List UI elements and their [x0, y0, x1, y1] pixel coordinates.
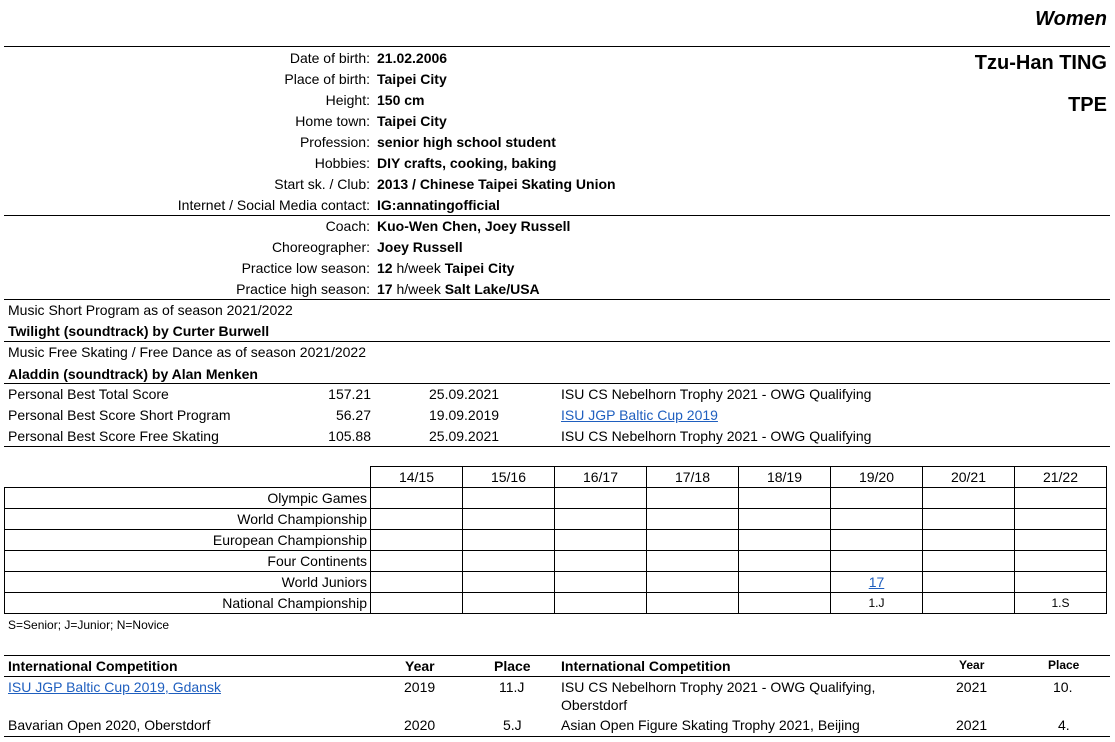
practice-high-hours: 17: [377, 281, 393, 297]
pb-date: 25.09.2021: [429, 428, 500, 444]
season-header: 21/22: [1015, 467, 1107, 488]
bio-value: Taipei City: [377, 113, 447, 129]
result-cell: [1015, 488, 1107, 509]
result-cell: [739, 488, 831, 509]
choreographer-value: Joey Russell: [377, 239, 463, 255]
championship-label: World Championship: [5, 509, 371, 530]
championship-label: World Juniors: [5, 572, 371, 593]
practice-high-place: Salt Lake/USA: [444, 281, 540, 297]
place-header-left: Place: [494, 658, 531, 674]
practice-low-hours: 12: [377, 260, 393, 276]
competition-place: 5.J: [503, 717, 522, 733]
result-cell: [923, 530, 1015, 551]
competition-year: 2021: [956, 717, 988, 733]
bio-value: 150 cm: [377, 92, 425, 108]
pb-score: 157.21: [328, 386, 371, 402]
bio-value: 2013 / Chinese Taipei Skating Union: [377, 176, 616, 192]
coach-value: Kuo-Wen Chen, Joey Russell: [377, 218, 571, 234]
practice-high-label: Practice high season:: [236, 281, 370, 297]
category-label: Women: [1035, 8, 1107, 30]
bio-divider: [4, 215, 1110, 216]
result-cell: [463, 551, 555, 572]
music-short-title: Twilight (soundtrack) by Curter Burwell: [8, 323, 270, 339]
competitions-header-divider: [4, 676, 1110, 677]
competition-place: 4.: [1058, 717, 1070, 733]
championship-history-table: [4, 466, 1107, 614]
music-short-label: Music Short Program as of season 2021/2022: [8, 302, 293, 318]
result-cell: [371, 488, 463, 509]
music-divider: [4, 341, 1110, 342]
bio-label: Internet / Social Media contact:: [177, 197, 370, 213]
competition-name: ISU CS Nebelhorn Trophy 2021 - OWG Qualifying,: [561, 679, 876, 695]
music-free-label: Music Free Skating / Free Dance as of season 2021/2022: [8, 344, 366, 360]
result-cell: [555, 593, 647, 614]
result-cell: [923, 572, 1015, 593]
result-cell: [923, 509, 1015, 530]
result-cell: [831, 488, 923, 509]
season-header: 16/17: [555, 467, 647, 488]
competitions-header-right: International Competition: [561, 658, 731, 674]
practice-low-label: Practice low season:: [241, 260, 370, 276]
practice-low-value: [377, 260, 514, 276]
music-free-title: Aladdin (soundtrack) by Alan Menken: [8, 366, 258, 382]
result-cell: [923, 488, 1015, 509]
result-cell: [739, 530, 831, 551]
season-header: 19/20: [831, 467, 923, 488]
competition-year: 2021: [956, 679, 988, 695]
result-cell: [463, 593, 555, 614]
result-cell: [555, 488, 647, 509]
bio-label: Profession:: [299, 134, 370, 150]
result-cell: [463, 572, 555, 593]
bio-label: Place of birth:: [284, 71, 370, 87]
table-corner: [5, 467, 371, 488]
championship-label: National Championship: [5, 593, 371, 614]
choreographer-label: Choreographer:: [271, 239, 370, 255]
bio-value: 21.02.2006: [377, 50, 448, 66]
practice-high-unit: h/week: [396, 281, 441, 297]
practice-low-place: Taipei City: [444, 260, 515, 276]
season-header: 17/18: [647, 467, 739, 488]
result-cell: [647, 509, 739, 530]
coach-label: Coach:: [325, 218, 370, 234]
result-cell: [739, 593, 831, 614]
result-cell: [923, 593, 1015, 614]
result-cell: 1.S: [1015, 593, 1107, 614]
season-header: 20/21: [923, 467, 1015, 488]
pb-event: ISU CS Nebelhorn Trophy 2021 - OWG Qualifying: [561, 386, 872, 402]
result-cell: [555, 509, 647, 530]
result-cell: [923, 551, 1015, 572]
result-cell: [647, 530, 739, 551]
athlete-name: Tzu-Han TING: [974, 52, 1107, 74]
championship-label: European Championship: [5, 530, 371, 551]
result-cell: 1.J: [831, 593, 923, 614]
competitions-header-left: International Competition: [8, 658, 178, 674]
season-header: 14/15: [371, 467, 463, 488]
competition-name-cont: Oberstdorf: [561, 697, 628, 713]
result-cell: [371, 593, 463, 614]
coaching-divider: [4, 299, 1110, 300]
result-cell: [831, 551, 923, 572]
result-link[interactable]: 17: [831, 572, 923, 593]
practice-low-unit: h/week: [396, 260, 441, 276]
pb-score: 56.27: [335, 407, 371, 423]
table-row: [5, 551, 1107, 572]
result-cell: [739, 551, 831, 572]
table-row: [5, 572, 1107, 593]
result-cell: [647, 593, 739, 614]
result-cell: [831, 509, 923, 530]
practice-high-value: [377, 281, 540, 297]
header-divider: [4, 46, 1110, 47]
result-cell: [463, 530, 555, 551]
result-cell: [1015, 551, 1107, 572]
pb-label: Personal Best Score Free Skating: [8, 428, 219, 444]
result-cell: [831, 530, 923, 551]
table-row: [5, 488, 1107, 509]
pb-event: ISU CS Nebelhorn Trophy 2021 - OWG Qualifying: [561, 428, 872, 444]
season-header: 18/19: [739, 467, 831, 488]
pb-date: 25.09.2021: [429, 386, 500, 402]
result-cell: [463, 488, 555, 509]
bio-label: Home town:: [295, 113, 370, 129]
pb-label: Personal Best Score Short Program: [8, 407, 231, 423]
music-bottom-divider: [4, 383, 1110, 384]
pb-label: Personal Best Total Score: [8, 386, 169, 402]
result-cell: [371, 509, 463, 530]
bio-value: IG:annatingofficial: [377, 197, 500, 213]
table-row: [5, 593, 1107, 614]
bio-label: Start sk. / Club:: [274, 176, 370, 192]
competition-place: 10.: [1053, 679, 1073, 695]
result-cell: [1015, 530, 1107, 551]
bio-label: Date of birth:: [289, 50, 370, 66]
competition-link[interactable]: ISU JGP Baltic Cup 2019, Gdansk: [8, 679, 221, 695]
result-cell: [739, 509, 831, 530]
table-row: [5, 509, 1107, 530]
competition-year: 2020: [404, 717, 436, 733]
result-cell: [647, 488, 739, 509]
competitions-divider: [4, 655, 1110, 656]
pb-divider: [4, 446, 1110, 447]
place-header-right: Place: [1048, 658, 1080, 672]
season-header: 15/16: [463, 467, 555, 488]
result-cell: [739, 572, 831, 593]
table-row: [5, 530, 1107, 551]
competition-place: 11.J: [499, 679, 525, 695]
competitions-bottom-divider: [4, 736, 1110, 737]
pb-date: 19.09.2019: [429, 407, 500, 423]
table-header-row: [5, 467, 1107, 488]
level-legend: S=Senior; J=Junior; N=Novice: [8, 618, 170, 632]
year-header-left: Year: [405, 658, 435, 674]
championship-label: Olympic Games: [5, 488, 371, 509]
result-cell: [1015, 509, 1107, 530]
result-cell: [555, 551, 647, 572]
result-cell: [371, 530, 463, 551]
bio-label: Hobbies:: [314, 155, 370, 171]
pb-score: 105.88: [328, 428, 371, 444]
competition-name: Bavarian Open 2020, Oberstdorf: [8, 717, 211, 733]
result-cell: [463, 509, 555, 530]
competition-name: Asian Open Figure Skating Trophy 2021, Beijing: [561, 717, 860, 733]
bio-value: senior high school student: [377, 134, 556, 150]
result-cell: [555, 572, 647, 593]
result-cell: [555, 530, 647, 551]
competition-year: 2019: [404, 679, 436, 695]
result-cell: [647, 551, 739, 572]
result-cell: [647, 572, 739, 593]
pb-event-link[interactable]: ISU JGP Baltic Cup 2019: [561, 407, 718, 423]
result-cell: [371, 551, 463, 572]
bio-label: Height:: [325, 92, 370, 108]
year-header-right: Year: [959, 658, 985, 672]
result-cell: [371, 572, 463, 593]
bio-value: DIY crafts, cooking, baking: [377, 155, 557, 171]
championship-label: Four Continents: [5, 551, 371, 572]
athlete-country: TPE: [1068, 94, 1107, 116]
bio-value: Taipei City: [377, 71, 447, 87]
result-cell: [1015, 572, 1107, 593]
